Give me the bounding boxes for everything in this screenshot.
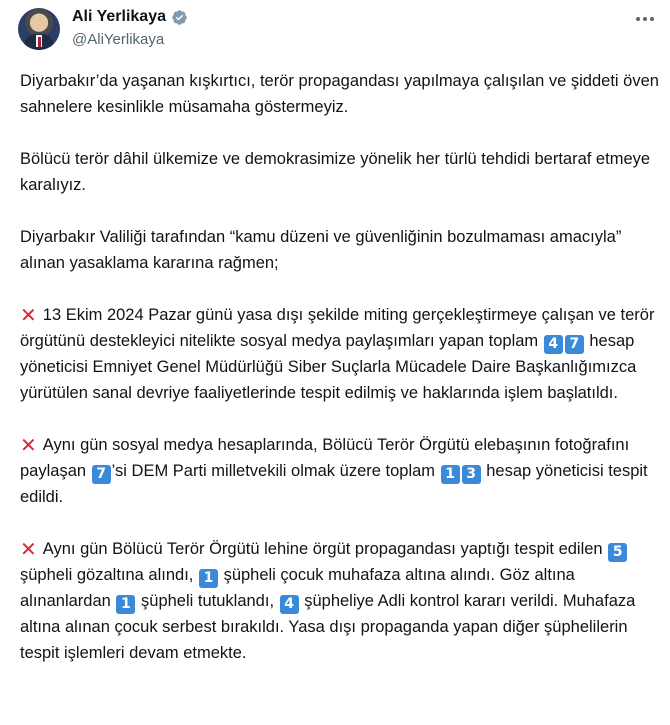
verified-badge-icon — [171, 9, 188, 26]
text-span: şüpheliye Adli kontrol kararı verildi. Muhafaza altına alınan çocuk serbest bırakıldı. Yasa dışı propaganda yapan diğer şüphelilerin tespit işlemleri devam etmekte. — [20, 592, 636, 662]
keycap-digit: 4 — [280, 595, 299, 614]
tweet-paragraph — [20, 536, 660, 666]
text-span: Aynı gün Bölücü Terör Örgütü lehine örgüt propagandası yaptığı tespit edilen — [42, 540, 603, 558]
tweet-paragraph — [20, 302, 660, 406]
author-name-row — [72, 8, 188, 26]
cross-mark-icon: ✕ — [20, 435, 37, 457]
text-span: ’si DEM Parti milletvekili olmak üzere toplam — [111, 462, 436, 480]
tweet-text — [20, 68, 660, 666]
text-span: hesap yöneticisi tespit edildi. — [20, 462, 648, 506]
cross-mark-icon: ✕ — [20, 305, 37, 327]
keycap-digit: 1 — [116, 595, 135, 614]
more-options-icon[interactable] — [632, 10, 658, 28]
tweet-header — [18, 6, 658, 56]
keycap-digit: 1 — [199, 569, 218, 588]
text-span: şüpheli tutuklandı, — [141, 592, 275, 610]
text-span: 13 Ekim 2024 Pazar günü yasa dışı şekilde miting gerçekleştirmeye çalışan ve terör örgütünü destekleyici nitelikte sosyal medya paylaşımları yapan toplam — [20, 306, 655, 350]
tweet-paragraph — [20, 432, 660, 510]
keycap-digit: 5 — [608, 543, 627, 562]
avatar[interactable] — [18, 8, 60, 50]
keycap-digit: 1 — [441, 465, 460, 484]
keycap-digit: 3 — [462, 465, 481, 484]
keycap-digit: 7 — [92, 465, 111, 484]
text-span: hesap yöneticisi Emniyet Genel Müdürlüğü Siber Suçlarla Mücadele Daire Başkanlığımızca yürütülen sanal devriye faaliyetlerinde tespit edilmiş ve haklarında işlem başlatıldı. — [20, 332, 637, 402]
text-span: şüpheli çocuk muhafaza altına alındı. Göz altına alınanlardan — [20, 566, 575, 610]
text-span: Aynı gün sosyal medya hesaplarında, Bölücü Terör Örgütü elebaşının fotoğrafını paylaşan — [20, 436, 630, 480]
tweet-paragraph: Bölücü terör dâhil ülkemize ve demokrasimize yönelik her türlü tehdidi bertaraf etmeye karalıyız. — [20, 150, 651, 194]
text-span: şüpheli gözaltına alındı, — [20, 566, 194, 584]
keycap-digit: 7 — [565, 335, 584, 354]
cross-mark-icon: ✕ — [20, 539, 37, 561]
tweet-paragraph: Diyarbakır’da yaşanan kışkırtıcı, terör propagandası yapılmaya çalışılan ve şiddeti öven sahnelere kesinlikle müsamaha göstermeyiz. — [20, 72, 659, 116]
keycap-digit: 4 — [544, 335, 563, 354]
author-handle[interactable]: @AliYerlikaya — [72, 31, 165, 48]
author-name[interactable]: Ali Yerlikaya — [72, 8, 166, 25]
tweet-paragraph: Diyarbakır Valiliği tarafından “kamu düzeni ve güvenliğinin bozulmaması amacıyla” alınan yasaklama kararına rağmen; — [20, 228, 622, 272]
